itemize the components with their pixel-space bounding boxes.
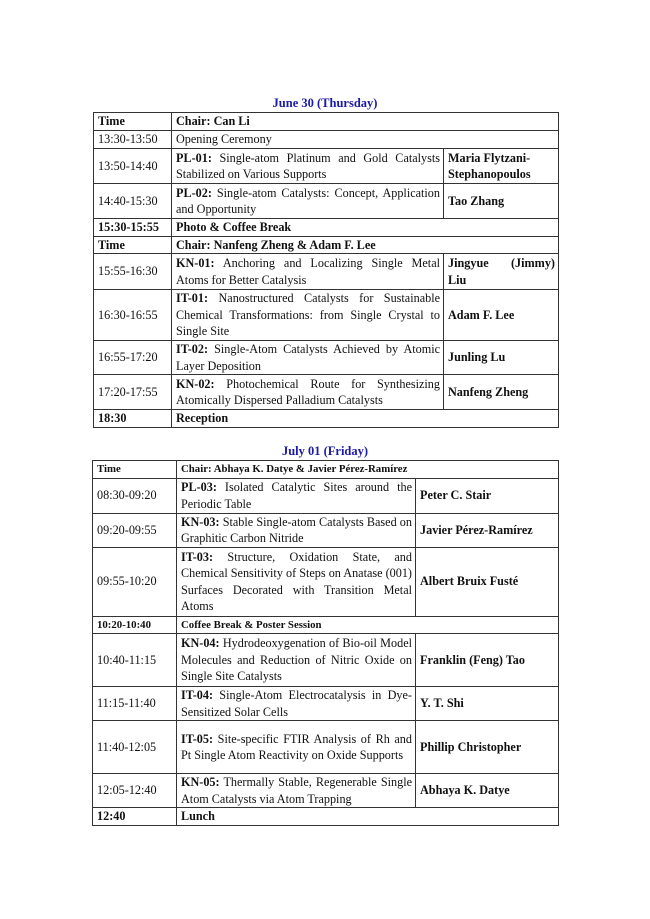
schedule-row	[93, 547, 559, 616]
talk-cell	[172, 375, 444, 410]
chair-row	[94, 236, 559, 254]
talk-cell	[177, 721, 416, 774]
time-cell: 17:20-17:55	[94, 375, 172, 410]
time-cell: 09:20-09:55	[93, 513, 177, 547]
schedule-row	[93, 774, 559, 808]
time-cell: 14:40-15:30	[94, 184, 172, 219]
speaker-cell: Peter C. Stair	[416, 478, 559, 513]
break-row	[93, 616, 559, 634]
schedule-row	[94, 290, 559, 341]
speaker-cell: Junling Lu	[444, 341, 559, 375]
schedule-row	[94, 131, 559, 149]
speaker-cell: Abhaya K. Datye	[416, 774, 559, 808]
talk-title: Nanostructured Catalysts for Sustainable Chemical Transformations: from Single Crystal to Single Site	[176, 291, 440, 339]
time-cell: 09:55-10:20	[93, 547, 177, 616]
talk-cell	[177, 478, 416, 513]
talk-code: KN-03:	[181, 514, 220, 529]
time-cell: 16:30-16:55	[94, 290, 172, 341]
talk-code: KN-01:	[176, 256, 215, 270]
speaker-cell: Adam F. Lee	[444, 290, 559, 341]
talk-cell	[177, 774, 416, 808]
speaker-cell: Franklin (Feng) Tao	[416, 634, 559, 687]
time-cell: 16:55-17:20	[94, 341, 172, 375]
speaker-cell: Javier Pérez-Ramírez	[416, 513, 559, 547]
time-cell: 18:30	[94, 410, 172, 428]
schedule-row	[93, 634, 559, 687]
time-cell: 11:40-12:05	[93, 721, 177, 774]
talk-title: Structure, Oxidation State, and Chemical Sensitivity of Steps on Anatase (001) Surfaces Decorated with Transition Metal Atoms	[181, 549, 412, 613]
talk-title: Isolated Catalytic Sites around the Periodic Table	[181, 480, 412, 511]
time-cell: 15:30-15:55	[94, 219, 172, 237]
schedule-row	[94, 254, 559, 290]
break-cell: Photo & Coffee Break	[172, 219, 559, 237]
talk-code: IT-04:	[181, 688, 214, 702]
chair-label: Chair: Can Li	[172, 113, 559, 131]
talk-code: IT-05:	[181, 731, 214, 746]
talk-code: IT-01:	[176, 291, 209, 306]
talk-cell	[177, 547, 416, 616]
talk-code: IT-03:	[181, 549, 214, 564]
talk-title: Stable Single-atom Catalysts Based on Graphitic Carbon Nitride	[181, 514, 412, 545]
talk-title: Single-Atom Electrocatalysis in Dye-Sensitized Solar Cells	[181, 688, 412, 719]
time-cell: 10:40-11:15	[93, 634, 177, 687]
time-cell: 08:30-09:20	[93, 478, 177, 513]
talk-code: PL-01:	[176, 150, 212, 165]
talk-code: PL-02:	[176, 185, 212, 200]
talk-cell	[172, 149, 444, 184]
speaker-name-line-2: Stephanopoulos	[448, 167, 531, 181]
speaker-cell: Y. T. Shi	[416, 687, 559, 721]
speaker-cell: Tao Zhang	[444, 184, 559, 219]
time-cell: 11:15-11:40	[93, 687, 177, 721]
break-row	[94, 410, 559, 428]
speaker-cell: Phillip Christopher	[416, 721, 559, 774]
speaker-cell: Jingyue (Jimmy) Liu	[444, 254, 559, 290]
talk-code: KN-05:	[181, 775, 220, 789]
talk-title: Hydrodeoxygenation of Bio-oil Model Molecules and Reduction of Nitric Oxide on Single Site Catalysts	[181, 636, 412, 684]
talk-title: Site-specific FTIR Analysis of Rh and Pt Single Atom Reactivity on Oxide Supports	[181, 731, 412, 762]
break-cell: Coffee Break & Poster Session	[177, 616, 559, 634]
talk-cell	[172, 184, 444, 219]
schedule-row	[94, 341, 559, 375]
talk-cell	[177, 634, 416, 687]
talk-title: Single-atom Catalysts: Concept, Application and Opportunity	[176, 185, 440, 216]
time-cell: 12:05-12:40	[93, 774, 177, 808]
talk-cell	[177, 687, 416, 721]
talk-title: Single-atom Platinum and Gold Catalysts Stabilized on Various Supports	[176, 150, 440, 181]
talk-code: KN-04:	[181, 636, 220, 651]
event-cell: Opening Ceremony	[172, 131, 559, 149]
schedule-row	[94, 375, 559, 410]
speaker-cell	[444, 149, 559, 184]
break-cell: Lunch	[177, 808, 559, 826]
schedule-row	[94, 184, 559, 219]
time-cell: 10:20-10:40	[93, 616, 177, 634]
time-cell: 12:40	[93, 808, 177, 826]
talk-code: IT-02:	[176, 342, 209, 356]
talk-code: PL-03:	[181, 480, 217, 494]
time-cell: 13:30-13:50	[94, 131, 172, 149]
talk-title: Anchoring and Localizing Single Metal Atoms for Better Catalysis	[176, 256, 440, 287]
talk-cell	[172, 341, 444, 375]
schedule-row	[94, 149, 559, 184]
time-header: Time	[94, 113, 172, 131]
break-row	[94, 219, 559, 237]
talk-cell	[177, 513, 416, 547]
speaker-name-line-1: Maria Flytzani-	[448, 150, 531, 165]
chair-row	[94, 113, 559, 131]
chair-row	[93, 461, 559, 479]
break-cell: Reception	[172, 410, 559, 428]
time-cell: 13:50-14:40	[94, 149, 172, 184]
schedule-table-june-30	[93, 112, 559, 428]
time-header: Time	[93, 461, 177, 479]
schedule-row	[93, 513, 559, 547]
day-title-june-30: June 30 (Thursday)	[272, 96, 378, 110]
speaker-cell: Albert Bruix Fusté	[416, 547, 559, 616]
talk-title: Photochemical Route for Synthesizing Atomically Dispersed Palladium Catalysts	[176, 376, 440, 407]
talk-code: KN-02:	[176, 376, 215, 391]
time-header: Time	[94, 236, 172, 254]
day-title-july-01: July 01 (Friday)	[281, 444, 369, 458]
schedule-table-july-01	[92, 460, 559, 826]
talk-title: Single-Atom Catalysts Achieved by Atomic Layer Deposition	[176, 342, 440, 373]
talk-title: Thermally Stable, Regenerable Single Atom Catalysts via Atom Trapping	[181, 775, 412, 806]
break-row	[93, 808, 559, 826]
speaker-cell: Nanfeng Zheng	[444, 375, 559, 410]
chair-label: Chair: Abhaya K. Datye & Javier Pérez-Ramírez	[177, 461, 559, 479]
chair-label: Chair: Nanfeng Zheng & Adam F. Lee	[172, 236, 559, 254]
talk-cell	[172, 254, 444, 290]
schedule-row	[93, 478, 559, 513]
time-cell: 15:55-16:30	[94, 254, 172, 290]
schedule-row	[93, 687, 559, 721]
talk-cell	[172, 290, 444, 341]
schedule-row	[93, 721, 559, 774]
